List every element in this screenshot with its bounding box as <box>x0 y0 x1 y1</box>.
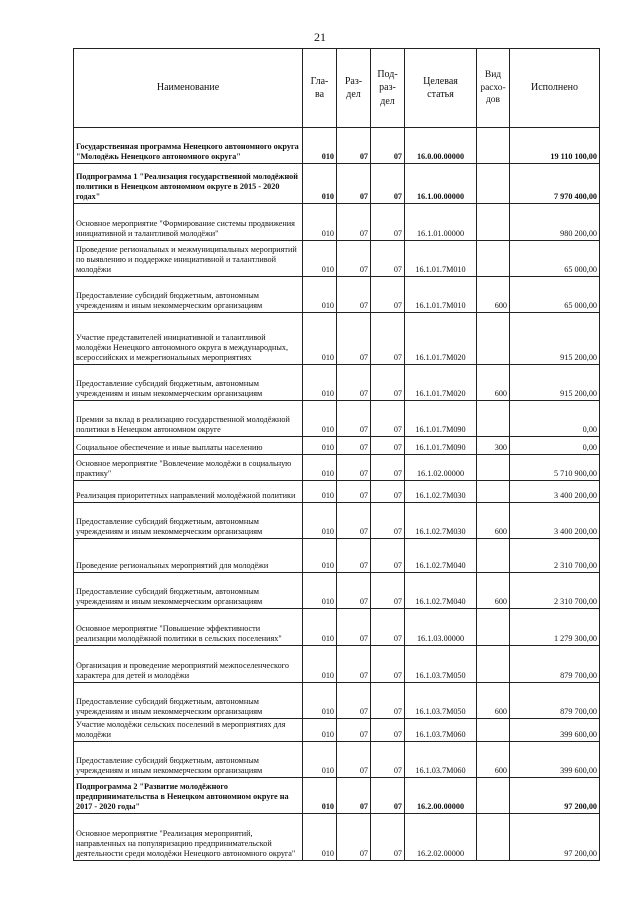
row-name: Проведение региональных мероприятий для молодёжи <box>74 539 303 573</box>
row-amount: 65 000,00 <box>510 241 600 277</box>
page-number: 21 <box>314 30 326 44</box>
row-target: 16.1.02.7М030 <box>405 503 477 539</box>
row-podrazdel: 07 <box>371 128 405 164</box>
row-target: 16.1.01.7М020 <box>405 313 477 365</box>
table-row <box>74 241 600 277</box>
row-razdel: 07 <box>337 609 371 646</box>
row-vid <box>477 241 510 277</box>
row-glava: 010 <box>303 313 337 365</box>
row-target: 16.1.03.7М060 <box>405 719 477 742</box>
table-row <box>74 204 600 241</box>
row-razdel: 07 <box>337 503 371 539</box>
row-vid <box>477 204 510 241</box>
row-amount: 915 200,00 <box>510 365 600 401</box>
table-row <box>74 277 600 313</box>
table-row <box>74 164 600 204</box>
row-razdel: 07 <box>337 646 371 683</box>
row-name: Предоставление субсидий бюджетным, автономным учреждениям и иным некоммерческим организациям <box>74 365 303 401</box>
row-glava: 010 <box>303 401 337 437</box>
row-target: 16.2.00.00000 <box>405 777 477 813</box>
row-podrazdel: 07 <box>371 241 405 277</box>
row-name: Государственная программа Ненецкого автономного округа "Молодёжь Ненецкого автономного округа" <box>74 128 303 164</box>
row-glava: 010 <box>303 609 337 646</box>
row-amount: 97 200,00 <box>510 813 600 860</box>
table-row <box>74 719 600 742</box>
row-podrazdel: 07 <box>371 503 405 539</box>
row-amount: 2 310 700,00 <box>510 539 600 573</box>
row-podrazdel: 07 <box>371 813 405 860</box>
row-glava: 010 <box>303 719 337 742</box>
header-podrazdel: Под- раз- дел <box>371 49 405 128</box>
row-target: 16.1.03.7М050 <box>405 646 477 683</box>
row-target: 16.1.01.7М090 <box>405 437 477 455</box>
row-target: 16.1.01.7М020 <box>405 365 477 401</box>
row-name: Участие представителей инициативной и талантливой молодёжи Ненецкого автономного округа в международных, всероссийских и межрегиональных мероприятиях <box>74 313 303 365</box>
row-target: 16.1.01.7М010 <box>405 241 477 277</box>
row-razdel: 07 <box>337 241 371 277</box>
row-name: Основное мероприятие "Вовлечение молодёжи в социальную практику" <box>74 455 303 481</box>
table-row <box>74 503 600 539</box>
row-vid: 600 <box>477 503 510 539</box>
table-row <box>74 455 600 481</box>
row-vid <box>477 401 510 437</box>
row-name: Проведение региональных и межмуниципальных мероприятий по выявлению и поддержке инициативной и талантливой молодёжи <box>74 241 303 277</box>
row-target: 16.1.03.7М060 <box>405 741 477 777</box>
row-target: 16.1.02.00000 <box>405 455 477 481</box>
row-vid: 600 <box>477 573 510 609</box>
row-name: Предоставление субсидий бюджетным, автономным учреждениям и иным некоммерческим организациям <box>74 683 303 719</box>
row-target: 16.1.00.00000 <box>405 164 477 204</box>
row-razdel: 07 <box>337 683 371 719</box>
row-amount: 399 600,00 <box>510 741 600 777</box>
table-row <box>74 813 600 860</box>
row-vid <box>477 313 510 365</box>
header-razdel: Раз- дел <box>337 49 371 128</box>
row-vid <box>477 719 510 742</box>
table-row <box>74 437 600 455</box>
row-amount: 2 310 700,00 <box>510 573 600 609</box>
row-glava: 010 <box>303 573 337 609</box>
row-glava: 010 <box>303 646 337 683</box>
row-razdel: 07 <box>337 401 371 437</box>
table-row <box>74 777 600 813</box>
row-name: Предоставление субсидий бюджетным, автономным учреждениям и иным некоммерческим организациям <box>74 277 303 313</box>
row-podrazdel: 07 <box>371 741 405 777</box>
row-razdel: 07 <box>337 481 371 503</box>
row-podrazdel: 07 <box>371 609 405 646</box>
row-vid <box>477 455 510 481</box>
row-razdel: 07 <box>337 741 371 777</box>
row-target: 16.1.02.7М040 <box>405 539 477 573</box>
row-glava: 010 <box>303 164 337 204</box>
row-podrazdel: 07 <box>371 539 405 573</box>
row-target: 16.2.02.00000 <box>405 813 477 860</box>
row-razdel: 07 <box>337 777 371 813</box>
row-glava: 010 <box>303 365 337 401</box>
row-podrazdel: 07 <box>371 683 405 719</box>
header-name: Наименование <box>74 49 303 128</box>
row-target: 16.1.03.7М050 <box>405 683 477 719</box>
row-vid: 600 <box>477 683 510 719</box>
row-glava: 010 <box>303 437 337 455</box>
row-vid <box>477 539 510 573</box>
row-name: Основное мероприятие "Реализация мероприятий, направленных на популяризацию предпринимательской деятельности среди молодёжи Ненецкого автономного округа" <box>74 813 303 860</box>
row-amount: 0,00 <box>510 401 600 437</box>
row-podrazdel: 07 <box>371 481 405 503</box>
row-target: 16.1.02.7М030 <box>405 481 477 503</box>
row-glava: 010 <box>303 204 337 241</box>
row-vid: 600 <box>477 741 510 777</box>
row-name: Премии за вклад в реализацию государственной молодёжной политики в Ненецком автономном округе <box>74 401 303 437</box>
row-podrazdel: 07 <box>371 277 405 313</box>
row-glava: 010 <box>303 813 337 860</box>
row-name: Социальное обеспечение и иные выплаты населению <box>74 437 303 455</box>
table-row <box>74 128 600 164</box>
row-amount: 3 400 200,00 <box>510 503 600 539</box>
row-target: 16.1.01.7М010 <box>405 277 477 313</box>
row-amount: 65 000,00 <box>510 277 600 313</box>
row-amount: 97 200,00 <box>510 777 600 813</box>
row-vid: 600 <box>477 365 510 401</box>
row-podrazdel: 07 <box>371 401 405 437</box>
row-podrazdel: 07 <box>371 777 405 813</box>
row-amount: 980 200,00 <box>510 204 600 241</box>
row-name: Основное мероприятие "Повышение эффективности реализации молодёжной политики в сельских поселениях" <box>74 609 303 646</box>
row-razdel: 07 <box>337 313 371 365</box>
row-podrazdel: 07 <box>371 313 405 365</box>
row-name: Предоставление субсидий бюджетным, автономным учреждениям и иным некоммерческим организациям <box>74 741 303 777</box>
row-amount: 3 400 200,00 <box>510 481 600 503</box>
table-row <box>74 573 600 609</box>
row-razdel: 07 <box>337 813 371 860</box>
row-target: 16.1.03.00000 <box>405 609 477 646</box>
table-row <box>74 609 600 646</box>
row-name: Участие молодёжи сельских поселений в мероприятиях для молодёжи <box>74 719 303 742</box>
row-amount: 879 700,00 <box>510 646 600 683</box>
row-target: 16.1.02.7М040 <box>405 573 477 609</box>
row-name: Предоставление субсидий бюджетным, автономным учреждениям и иным некоммерческим организациям <box>74 573 303 609</box>
row-vid: 600 <box>477 277 510 313</box>
row-podrazdel: 07 <box>371 164 405 204</box>
row-vid <box>477 609 510 646</box>
row-razdel: 07 <box>337 719 371 742</box>
row-amount: 1 279 300,00 <box>510 609 600 646</box>
table-row <box>74 401 600 437</box>
header-executed: Исполнено <box>510 49 600 128</box>
row-amount: 915 200,00 <box>510 313 600 365</box>
row-vid <box>477 481 510 503</box>
row-glava: 010 <box>303 455 337 481</box>
row-vid <box>477 128 510 164</box>
row-podrazdel: 07 <box>371 204 405 241</box>
row-podrazdel: 07 <box>371 646 405 683</box>
header-vid: Вид расхо- дов <box>477 49 510 128</box>
row-glava: 010 <box>303 481 337 503</box>
row-razdel: 07 <box>337 164 371 204</box>
header-row <box>74 49 600 128</box>
row-vid <box>477 777 510 813</box>
row-amount: 7 970 400,00 <box>510 164 600 204</box>
table-row <box>74 539 600 573</box>
row-razdel: 07 <box>337 277 371 313</box>
row-name: Организация и проведение мероприятий межпоселенческого характера для детей и молодёжи <box>74 646 303 683</box>
row-name: Подпрограмма 1 "Реализация государственной молодёжной политики в Ненецком автономном округе в 2015 - 2020 годах" <box>74 164 303 204</box>
row-vid <box>477 646 510 683</box>
row-vid: 300 <box>477 437 510 455</box>
row-target: 16.1.01.00000 <box>405 204 477 241</box>
row-amount: 879 700,00 <box>510 683 600 719</box>
table-row <box>74 365 600 401</box>
row-name: Предоставление субсидий бюджетным, автономным учреждениям и иным некоммерческим организациям <box>74 503 303 539</box>
row-podrazdel: 07 <box>371 437 405 455</box>
row-name: Основное мероприятие "Формирование системы продвижения инициативной и талантливой молодёжи" <box>74 204 303 241</box>
row-amount: 5 710 900,00 <box>510 455 600 481</box>
header-glava: Гла- ва <box>303 49 337 128</box>
row-glava: 010 <box>303 241 337 277</box>
row-podrazdel: 07 <box>371 719 405 742</box>
row-amount: 0,00 <box>510 437 600 455</box>
table-row <box>74 481 600 503</box>
row-target: 16.1.01.7М090 <box>405 401 477 437</box>
row-vid <box>477 813 510 860</box>
table-row <box>74 313 600 365</box>
header-target: Целевая статья <box>405 49 477 128</box>
row-name: Реализация приоритетных направлений молодёжной политики <box>74 481 303 503</box>
row-razdel: 07 <box>337 437 371 455</box>
row-glava: 010 <box>303 683 337 719</box>
row-target: 16.0.00.00000 <box>405 128 477 164</box>
row-name: Подпрограмма 2 "Развитие молодёжного предпринимательства в Ненецком автономном округе на 2017 - 2020 годы" <box>74 777 303 813</box>
budget-table <box>73 48 600 861</box>
row-razdel: 07 <box>337 128 371 164</box>
row-razdel: 07 <box>337 455 371 481</box>
row-razdel: 07 <box>337 204 371 241</box>
table-row <box>74 646 600 683</box>
row-razdel: 07 <box>337 365 371 401</box>
row-amount: 399 600,00 <box>510 719 600 742</box>
table-row <box>74 741 600 777</box>
table-row <box>74 683 600 719</box>
row-podrazdel: 07 <box>371 455 405 481</box>
row-glava: 010 <box>303 277 337 313</box>
row-amount: 19 110 100,00 <box>510 128 600 164</box>
row-glava: 010 <box>303 777 337 813</box>
table-body <box>74 128 600 861</box>
row-glava: 010 <box>303 503 337 539</box>
row-glava: 010 <box>303 741 337 777</box>
row-podrazdel: 07 <box>371 573 405 609</box>
row-razdel: 07 <box>337 539 371 573</box>
row-podrazdel: 07 <box>371 365 405 401</box>
row-glava: 010 <box>303 539 337 573</box>
row-razdel: 07 <box>337 573 371 609</box>
row-glava: 010 <box>303 128 337 164</box>
row-vid <box>477 164 510 204</box>
